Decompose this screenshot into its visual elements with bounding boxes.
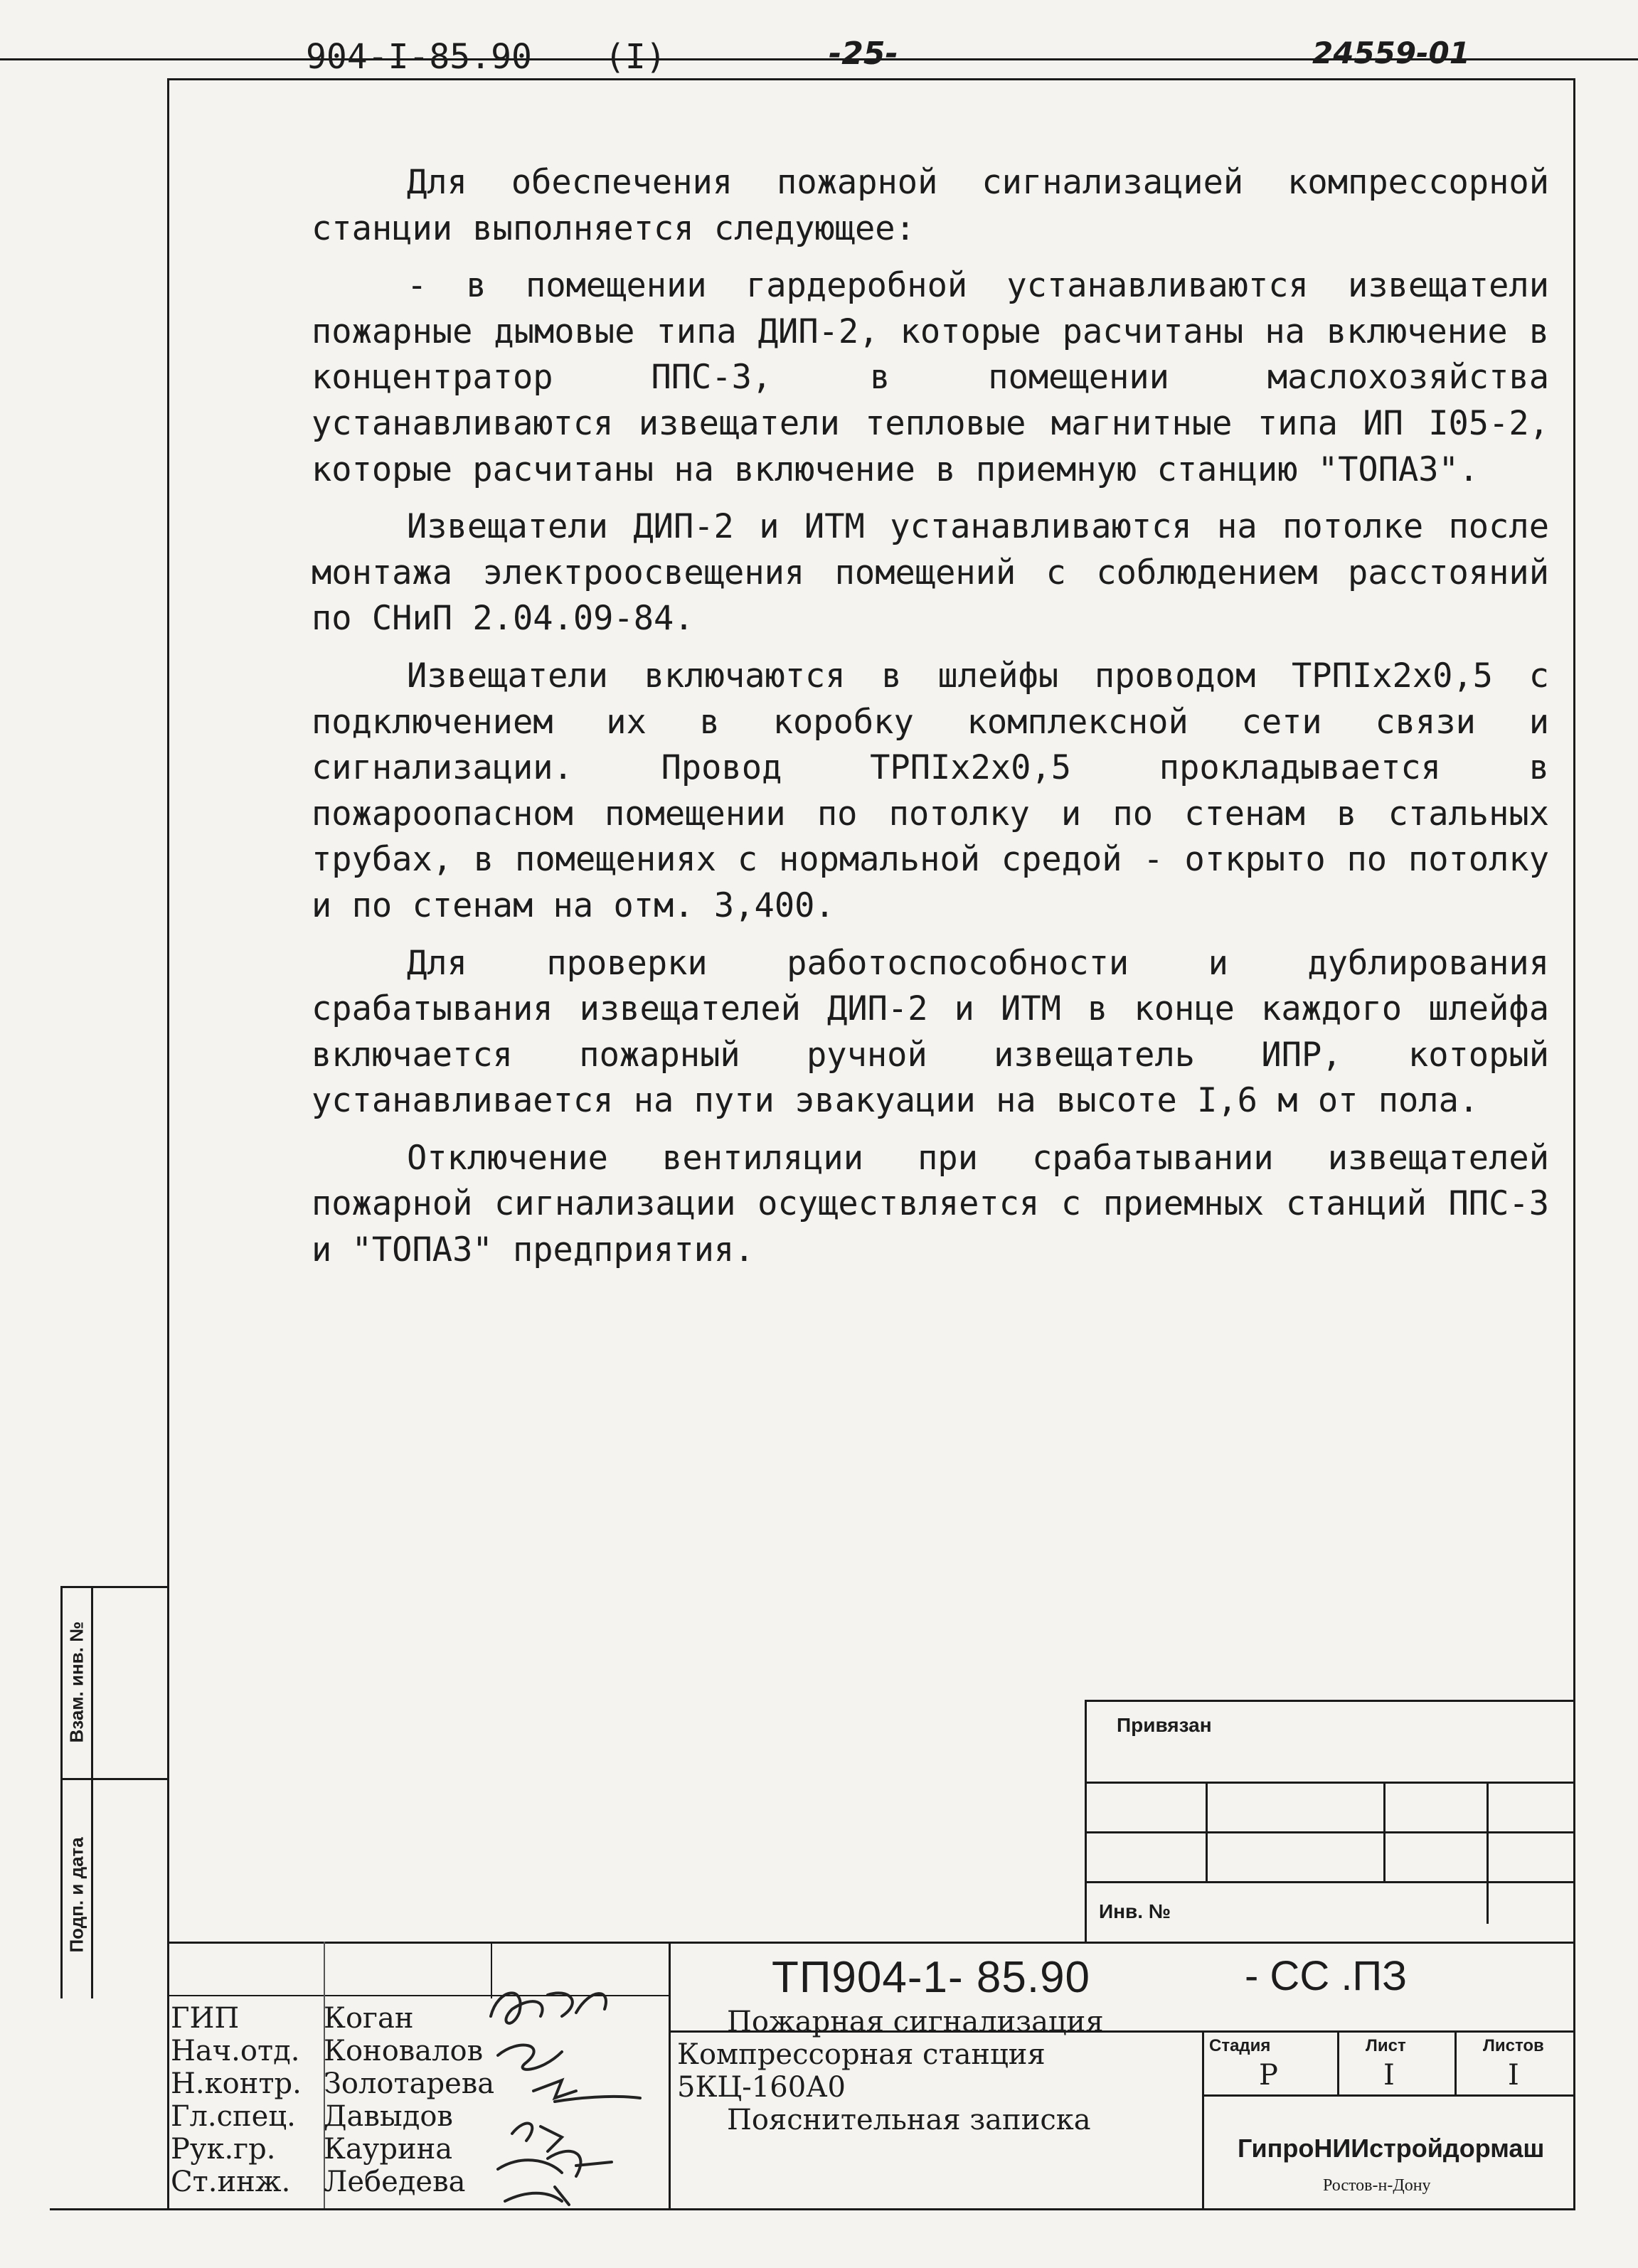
titleblock-divider-line xyxy=(1202,2030,1204,2208)
role-row xyxy=(171,2035,494,2067)
titleblock-col-line xyxy=(1454,2030,1457,2094)
frame-right-line xyxy=(1573,78,1575,2208)
binding-title: Привязан xyxy=(1117,1714,1212,1736)
binding-col-line xyxy=(1487,1782,1489,1924)
role-row xyxy=(171,2067,494,2100)
role-name: Давыдов xyxy=(324,2100,453,2133)
stamp-divider-line xyxy=(60,1778,169,1780)
stage-value: Р xyxy=(1259,2059,1278,2092)
archive-number: 24559-01 xyxy=(1312,36,1470,70)
role-title: ГИП xyxy=(171,2002,240,2035)
project-code: ТП904-1- 85.90 xyxy=(772,1953,1091,2002)
sheet-code: - СС .ПЗ xyxy=(1245,1953,1408,1999)
frame-inner-top-line xyxy=(167,78,1575,80)
sheets-value: I xyxy=(1508,2059,1519,2092)
binding-row-line xyxy=(1085,1881,1575,1883)
doc-part: (I) xyxy=(605,37,666,77)
paragraph: - в помещении гардеробной устанавливаются извещатели пожарные дымовые типа ДИП-2, которые расчитаны на включение в концентратор ППС-3, в помещении маслохозяйства устанавливаются извещатели тепловые магнитные типа ИП I05-2, которые расчитаны на включение в приемную станцию "ТОПАЗ". xyxy=(312,266,1549,489)
role-title: Рук.гр. xyxy=(171,2133,276,2166)
role-row xyxy=(171,2002,494,2035)
role-name: Коган xyxy=(324,2002,414,2035)
role-row xyxy=(171,2133,494,2166)
paragraph: Извещатели включаются в шлейфы проводом ТРПIх2х0,5 с подключением их в коробку комплексной сети связи и сигнализации. Провод ТРПIх2х0,5 прокладывается в пожароопасном помещении по потолку и по стенам в стальных трубах, в помещениях с нормальной средой - открыто по потолку и по стенам на отм. 3,400. xyxy=(312,656,1549,925)
stage-label: Стадия xyxy=(1209,2036,1271,2055)
description-line: Пожарная сигнализация xyxy=(727,2006,1104,2038)
stamp-mid-line xyxy=(91,1586,93,1998)
binding-row-line xyxy=(1085,1782,1575,1784)
role-name: Коновалов xyxy=(324,2035,484,2067)
signatures xyxy=(469,1974,669,2208)
titleblock-divider-line xyxy=(669,1942,671,2208)
role-row xyxy=(171,2166,494,2198)
binding-top-line xyxy=(1085,1700,1575,1702)
binding-inv-label: Инв. № xyxy=(1099,1900,1171,1922)
binding-col-line xyxy=(1206,1782,1208,1881)
titleblock-row-line xyxy=(1202,2094,1575,2097)
organization-name: ГипроНИИстройдормаш xyxy=(1238,2134,1545,2163)
description-line: Компрессорная станция xyxy=(677,2038,1046,2071)
replacement-inv-label: Взам. инв. № xyxy=(65,1621,87,1743)
organization-city: Ростов-н-Дону xyxy=(1323,2176,1431,2195)
roles-list xyxy=(171,2002,494,2198)
frame-bottom-line xyxy=(50,2208,1575,2210)
signature-date-label: Подп. и дата xyxy=(65,1837,87,1953)
paragraph: Для проверки работоспособности и дублирования срабатывания извещателей ДИП-2 и ИТМ в конце каждого шлейфа включается пожарный ручной извещатель ИПР, который устанавливается на пути эвакуации на высоте I,6 м от пола. xyxy=(312,943,1549,1121)
sheet-value: I xyxy=(1383,2059,1395,2092)
role-row xyxy=(171,2100,494,2133)
role-title: Нач.отд. xyxy=(171,2035,300,2067)
role-title: Н.контр. xyxy=(171,2067,302,2100)
sheet-label: Лист xyxy=(1366,2036,1406,2055)
explanatory-text xyxy=(312,160,1549,1285)
titleblock-top-line xyxy=(167,1942,1575,1944)
paragraph: Извещатели ДИП-2 и ИТМ устанавливаются на потолке после монтажа электроосвещения помещений с соблюдением расстояний по СНиП 2.04.09-84. xyxy=(312,507,1549,639)
document-description xyxy=(677,2006,1104,2136)
role-name: Золотарева xyxy=(324,2067,495,2100)
doc-code: 904-I-85.90 xyxy=(306,37,532,77)
frame-left-line xyxy=(167,78,169,2208)
paragraph: Отключение вентиляции при срабатывании извещателей пожарной сигнализации осуществляется с приемных станций ППС-3 и "ТОПАЗ" предприятия. xyxy=(312,1138,1549,1270)
role-title: Гл.спец. xyxy=(171,2100,296,2133)
binding-row-line xyxy=(1085,1831,1575,1833)
titleblock-col-line xyxy=(1337,2030,1339,2094)
stamp-top-line xyxy=(60,1586,169,1588)
role-title: Ст.инж. xyxy=(171,2166,291,2198)
binding-col-line xyxy=(1383,1782,1386,1881)
stamp-left-line xyxy=(60,1586,63,1998)
binding-left-line xyxy=(1085,1700,1087,1942)
description-line: 5КЦ-160А0 xyxy=(677,2071,846,2104)
role-name: Каурина xyxy=(324,2133,453,2166)
role-name: Лебедева xyxy=(324,2166,466,2198)
paragraph: Для обеспечения пожарной сигнализацией компрессорной станции выполняется следующее: xyxy=(312,163,1549,248)
description-line: Пояснительная записка xyxy=(727,2104,1091,2136)
page-number: -25- xyxy=(829,36,898,72)
sheets-label: Листов xyxy=(1483,2036,1544,2055)
